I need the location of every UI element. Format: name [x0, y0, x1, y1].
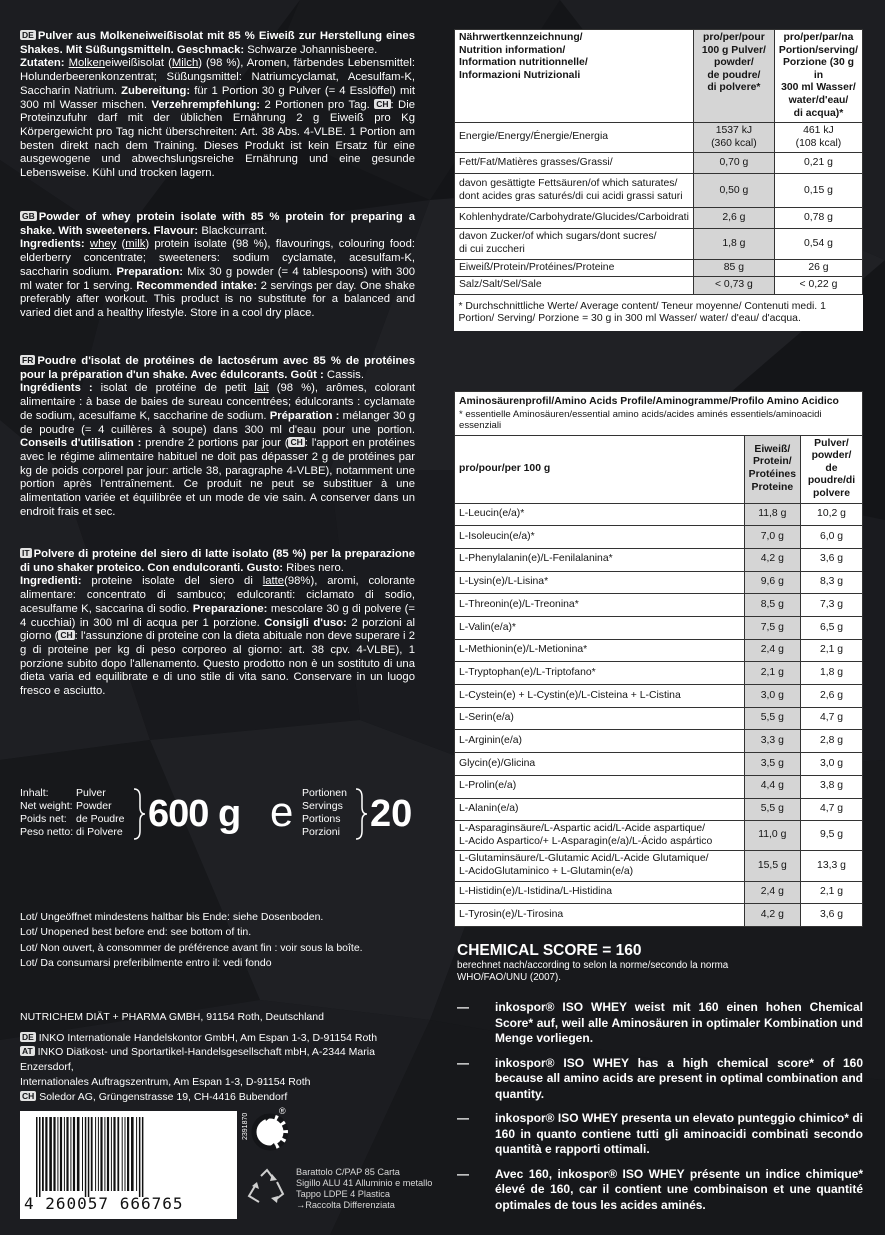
nutrition-table [454, 29, 863, 331]
nutrient-label: Energie/Energy/Énergie/Energia [455, 123, 694, 153]
amino-value-powder: 2,1 g [801, 639, 863, 662]
claim-en: — inkospor® ISO WHEY has a high chemical score* of 160 because all amino acids are present in optimal combination and quantity. [457, 1055, 863, 1101]
barcode-bar [91, 1117, 93, 1191]
nutrition-header: Nährwertkennzeichnung/ Nutrition information/ Information nutritionnelle/ Informazioni Nutrizionali [455, 30, 694, 123]
it-title: Polvere di proteine del siero di latte isolato (85 %) per la preparazione di uno shaker proteico. Con endulcoranti. Gusto: [20, 548, 415, 574]
nutrition-row [455, 153, 863, 174]
registered-mark: ® [279, 1106, 286, 1116]
english-section: GB Powder of whey protein isolate with 85 % protein for preparing a shake. With sweeteners. Flavour: Blackcurrant. Ingredients: whey (milk) protein isolate (98 %), flavourings, colouring food: elderberry concentrate; sweeteners: sodium cyclamate, acesulfam-K, saccharin sodium. Preparation: Mix 30 g powder (= 4 tablespoons) with 300 ml water for 1 serving. Recommended intake: 2 servings per day. One shake preferably after workout. This product is no substitute for a balanced and varied diet and a healthy lifestyle. Store in a cool dry place. [20, 211, 416, 319]
barcode-digits: 4 260057 666765 [24, 1194, 184, 1213]
barcode-bar [77, 1117, 80, 1191]
net-weight-block [20, 787, 420, 845]
barcode-bar [70, 1117, 71, 1191]
amino-value-powder: 2,8 g [801, 730, 863, 753]
nutrient-label: Fett/Fat/Matières grasses/Grassi/ [455, 153, 694, 174]
amino-value-powder: 3,6 g [801, 548, 863, 571]
amino-row [455, 753, 863, 776]
lot-info: Lot/ Ungeöffnet mindestens haltbar bis Ende: siehe Dosenboden. Lot/ Unopened best before end: see bottom of tin. Lot/ Non ouvert, à consommer de préférence avant fin : voir sous la boîte. Lot/ Da consumarsi preferibilmente entro il: vedi fondo [20, 911, 363, 969]
amino-col-powder: Pulver/ powder/ de poudre/di polvere [801, 435, 863, 503]
amino-name: L-Histidin(e)/L-Istidina/L-Histidina [455, 881, 745, 904]
de-title: Pulver aus Molkeneiweißisolat mit 85 % Eiweiß zur Herstellung eines Shakes. Mit Süßungsmitteln. Geschmack: [20, 30, 415, 56]
nutrient-value-serving: 0,21 g [774, 153, 862, 174]
nutrient-value-serving: 461 kJ (108 kcal) [774, 123, 862, 153]
italian-section: IT Polvere di proteine del siero di latte isolato (85 %) per la preparazione di uno shaker proteico. Con endulcoranti. Gusto: Ribes nero. Ingredienti: proteine isolate del siero di latte(98%), aromi, colorante alimentare: concentrato di sambuco; edulcoranti: ciclamato di sodio, acesulfame K, saccarina di sodio. Preparazione: mescolare 30 g di polvere (= 4 cucchiai) in 300 ml di acqua per 1 porzione. Consigli d'uso: 2 porzioni al giorno ( CH : l'assunzione di proteine con la dieta abituale non deve superare i 2 g di proteine per kg di peso corporeo al giorno: art. 38 cpv. 4-VLBE), 1 porzione subito dopo l'allenamento. Questo prodotto non è un sostituto di una dieta varia ed equilibrate e di uno stile di vita sano. Conservare in un luogo fresco e asciutto. [20, 548, 416, 698]
amino-row [455, 881, 863, 904]
amino-row [455, 707, 863, 730]
claim-fr: — Avec 160, inkospor® ISO WHEY présente un indice chimique* élevé de 160, car il contient une combinaison et une quantité optimales de tous les acides aminés. [457, 1166, 863, 1212]
green-dot-icon [250, 1110, 294, 1154]
amino-row [455, 548, 863, 571]
chemical-score-sub: berechnet nach/according to selon la norme/secondo la norma [457, 960, 729, 971]
nutrition-row [455, 277, 863, 295]
barcode-bar [142, 1117, 144, 1197]
amino-value-protein: 3,3 g [744, 730, 800, 753]
barcode-bar [100, 1117, 102, 1191]
barcode-bar [131, 1117, 134, 1191]
amino-title: Aminosäurenprofil/Amino Acids Profile/Aminogramme/Profilo Amino Acidico [459, 396, 839, 407]
product-code: 2391870 [242, 1112, 249, 1140]
amino-name: L-Phenylalanin(e)/L-Fenilalanina* [455, 548, 745, 571]
amino-value-protein: 7,5 g [744, 617, 800, 640]
amino-value-powder: 6,0 g [801, 526, 863, 549]
amino-name: L-Lysin(e)/L-Lisina* [455, 571, 745, 594]
amino-value-protein: 11,0 g [744, 821, 800, 851]
amino-name: L-Tyrosin(e)/L-Tirosina [455, 904, 745, 927]
amino-value-powder: 6,5 g [801, 617, 863, 640]
barcode [34, 1117, 224, 1197]
amino-name: L-Asparaginsäure/L-Aspartic acid/L-Acide aspartique/ L-Acido Aspartico/+ L-Asparagin(e/a)/L-Ácido aspártico [455, 821, 745, 851]
barcode-bar [49, 1117, 52, 1191]
amino-value-protein: 4,2 g [744, 904, 800, 927]
barcode-bar [64, 1117, 65, 1191]
lang-badge-gb: GB [22, 211, 35, 221]
nutrient-value-serving: < 0,22 g [774, 277, 862, 295]
nutrient-label: Eiweiß/Protein/Protéines/Proteine [455, 259, 694, 277]
barcode-bar [66, 1117, 68, 1191]
amino-name: L-Serin(e/a) [455, 707, 745, 730]
nutrient-label: Salz/Salt/Sel/Sale [455, 277, 694, 295]
amino-row [455, 685, 863, 708]
nutrient-value-serving: 0,15 g [774, 174, 862, 208]
amino-row [455, 639, 863, 662]
lang-badge-fr: FR [22, 355, 34, 365]
amino-row [455, 851, 863, 881]
amino-value-powder: 4,7 g [801, 798, 863, 821]
brace-right [354, 787, 368, 841]
estimated-sign: e [270, 788, 294, 835]
nutrition-row [455, 208, 863, 229]
weight-labels: Inhalt: Net weight: Poids net: Peso netto: [20, 787, 74, 838]
chemical-score-title: CHEMICAL SCORE = 160 [457, 942, 642, 959]
chemical-score-section: CHEMICAL SCORE = 160 berechnet nach/according to selon la norme/secondo la norma WHO/FAO/UNU (2007). — inkospor® ISO WHEY weist mit 160 einen hohen Chemical Score* auf, weil alle Aminosäuren in optimaler Kombination und Menge vorliegen. — inkospor® ISO WHEY has a high chemical score* of 160 because all amino acids are present in optimal combination and quantity. — inkospor® ISO WHEY presenta un elevato punteggio chimico* di 160 in quanto contiene tutti gli aminoacidi combinati secondo quantità e rapporti ottimali. — Avec 160, inkospor® ISO WHEY présente un indice chimique* élevé de 160, car il contient une combinaison et une quantité optimales de tous les acides aminés. [457, 942, 863, 1212]
nutrient-value-100g: 0,50 g [693, 174, 774, 208]
brace-left [132, 787, 146, 841]
amino-value-protein: 9,6 g [744, 571, 800, 594]
claim-de: — inkospor® ISO WHEY weist mit 160 einen hohen Chemical Score* auf, weil alle Aminosäuren in optimaler Kombination und Menge vorliegen. [457, 1000, 863, 1045]
amino-row [455, 571, 863, 594]
barcode-bar [36, 1117, 38, 1197]
amino-value-protein: 2,4 g [744, 639, 800, 662]
nutrient-label: davon gesättigte Fettsäuren/of which saturates/ dont acides gras saturés/di cui acidi grassi saturi [455, 174, 694, 208]
barcode-bar [122, 1117, 123, 1191]
amino-name: L-Cystein(e) + L-Cystin(e)/L-Cisteina + L-Cistina [455, 685, 745, 708]
nutrition-footnote: * Durchschnittliche Werte/ Average content/ Teneur moyenne/ Contenuti medi. 1 Portion/ Serving/ Porzione = 30 g in 300 ml Wasser/ water/ d'eau/ d'acqua. [455, 294, 863, 331]
amino-value-powder: 2,6 g [801, 685, 863, 708]
amino-name: L-Tryptophan(e)/L-Triptofano* [455, 662, 745, 685]
amino-row [455, 617, 863, 640]
barcode-bar [111, 1117, 112, 1191]
amino-row-header: pro/pour/per 100 g [455, 435, 745, 503]
barcode-bar [127, 1117, 129, 1191]
barcode-bar [88, 1117, 90, 1197]
german-section: DE Pulver aus Molkeneiweißisolat mit 85 % Eiweiß zur Herstellung eines Shakes. Mit Süßungsmitteln. Geschmack: Schwarze Johannisbeere. Zutaten: Molkeneiweißisolat (Milch) (98 %), Aromen, färbendes Lebensmittel: Holunderbeerenkonzentrat; Süßungsmittel: Natriumcyclamat, Acesulfam-K, Saccharin Natrium. Zubereitung: für 1 Portion 30 g Pulver (= 4 Esslöffel) mit 300 ml Wasser mischen. Verzehrempfehlung: 2 Portionen pro Tag. CH : Die Proteinzufuhr darf mit der üblichen Ernährung 2 g Eiweiß pro Kg Körpergewicht pro Tag nicht überschreiten: Art. 38 Abs. 4-VLBE. 1 Portion am besten direkt nach dem Training. Dieses Produkt ist kein Ersatz für eine ausgewogene und abwechslungsreiche Ernährung und eine gesunde Lebensweise. Kühl und trocken lagern. [20, 30, 416, 180]
claim-it: — inkospor® ISO WHEY presenta un elevato punteggio chimico* di 160 in quanto contiene tutti gli aminoacidi combinati secondo quantità e rapporti ottimali. [457, 1111, 863, 1156]
amino-name: L-Glutaminsäure/L-Glutamic Acid/L-Acide Glutamique/ L-AcidoGlutaminico + L-Glutamin(e/a) [455, 851, 745, 881]
barcode-bar [136, 1117, 137, 1191]
nutrient-label: davon Zucker/of which sugars/dont sucres/ di cui zuccheri [455, 229, 694, 259]
nutrition-row [455, 229, 863, 259]
amino-value-protein: 3,5 g [744, 753, 800, 776]
portion-count: 20 [370, 793, 413, 835]
nutrition-col-serving: pro/per/par/na Portion/serving/ Porzione (30 g in 300 ml Wasser/ water/d'eau/ di acqua)* [774, 30, 862, 123]
company-info: NUTRICHEM DIÄT + PHARMA GMBH, 91154 Roth, Deutschland DE INKO Internationale Handelskontor GmbH, Am Espan 1-3, D-91154 Roth AT INKO Diätkost- und Sportartikel-Handelsgesellschaft mbH, A-2344 Maria Enzersdorf, Internationales Auftragszentrum, Am Espan 1-3, D-91154 Roth CH Soledor AG, Grüngenstrasse 19, CH-4416 Bubendorf [20, 1010, 420, 1104]
barcode-bar [60, 1117, 62, 1191]
amino-col-protein: Eiweiß/ Protein/ Protéines Proteine [744, 435, 800, 503]
fr-title: Poudre d'isolat de protéines de lactosérum avec 85 % de protéines pour la préparation d'un shake. Avec édulcorants. Goût : [20, 355, 415, 381]
amino-row [455, 503, 863, 526]
amino-row [455, 775, 863, 798]
amino-value-protein: 8,5 g [744, 594, 800, 617]
amino-value-powder: 3,6 g [801, 904, 863, 927]
manufacturer: NUTRICHEM DIÄT + PHARMA GMBH, 91154 Roth, Deutschland [20, 1011, 324, 1023]
nutrient-value-100g: 1537 kJ (360 kcal) [693, 123, 774, 153]
amino-value-protein: 11,8 g [744, 503, 800, 526]
amino-value-powder: 1,8 g [801, 662, 863, 685]
barcode-bar [39, 1117, 41, 1197]
lang-badge-de: DE [22, 30, 34, 40]
nutrient-value-serving: 0,54 g [774, 229, 862, 259]
nutrient-value-serving: 26 g [774, 259, 862, 277]
barcode-panel [20, 1111, 237, 1219]
barcode-bar [117, 1117, 119, 1191]
recycling-icon [245, 1168, 289, 1208]
amino-value-powder: 9,5 g [801, 821, 863, 851]
amino-value-protein: 7,0 g [744, 526, 800, 549]
amino-value-protein: 3,0 g [744, 685, 800, 708]
amino-name: L-Threonin(e)/L-Treonina* [455, 594, 745, 617]
amino-row [455, 662, 863, 685]
barcode-bar [104, 1117, 105, 1191]
barcode-bar [113, 1117, 115, 1191]
nutrition-row [455, 259, 863, 277]
amino-value-protein: 5,5 g [744, 798, 800, 821]
barcode-bar [57, 1117, 58, 1191]
nutrient-value-serving: 0,78 g [774, 208, 862, 229]
amino-row [455, 798, 863, 821]
amino-name: L-Methionin(e)/L-Metionina* [455, 639, 745, 662]
ch-badge: CH [376, 98, 389, 109]
amino-row [455, 904, 863, 927]
amino-name: L-Leucin(e/a)* [455, 503, 745, 526]
amino-value-powder: 7,3 g [801, 594, 863, 617]
amino-note: essentielle Aminosäuren/essential amino acids/acides aminés essentiels/aminoacidi essenziali [459, 408, 822, 432]
amino-value-powder: 13,3 g [801, 851, 863, 881]
amino-name: L-Prolin(e/a) [455, 775, 745, 798]
amino-value-powder: 3,0 g [801, 753, 863, 776]
amino-value-powder: 10,2 g [801, 503, 863, 526]
amino-row [455, 730, 863, 753]
recycling-info: Barattolo C/PAP 85 Carta Sigillo ALU 41 Alluminio e metallo Tappo LDPE 4 Plastica →Raccolta Differenziata [296, 1167, 433, 1210]
barcode-bar [107, 1117, 109, 1191]
french-section: FR Poudre d'isolat de protéines de lactosérum avec 85 % de protéines pour la préparation d'un shake. Avec édulcorants. Goût : Cassis. Ingrédients : isolat de protéine de petit lait (98 %), arômes, colorant alimentaire : à base de baies de sureau concentrées; édulcorants : cyclamate de sodium, acesulfame K, saccharine de sodium. Préparation : mélanger 30 g de poudre (= 4 cuillères à soupe) dans 300 ml d'eau pour une portion. Conseils d'utilisation : prendre 2 portions par jour ( CH : l'apport en protéines avec le régime alimentaire habituel ne doit pas dépasser 2 g de protéines par kg de poids corporel par jour: article 38, paragraphe 4-VLBE), notamment une portion après l'entraînement. Ce produit ne peut se substituer à une alimentation variée et équilibrée et un mode de vie sain. A conserver dans un endroit frais et sec. [20, 355, 416, 518]
amino-value-powder: 8,3 g [801, 571, 863, 594]
amino-name: L-Alanin(e/a) [455, 798, 745, 821]
amino-title-cell: Aminosäurenprofil/Amino Acids Profile/Aminogramme/Profilo Amino Acidico * essentielle Aminosäuren/essential amino acids/acides aminés essentiels/aminoacidi essenziali [455, 392, 863, 436]
barcode-bar [139, 1117, 141, 1197]
amino-row [455, 594, 863, 617]
amino-row [455, 526, 863, 549]
weight-types: Pulver Powder de Poudre di Polvere [76, 787, 125, 838]
barcode-bar [73, 1117, 75, 1191]
amino-acid-table [454, 391, 863, 927]
amino-name: L-Arginin(e/a) [455, 730, 745, 753]
nutrition-row [455, 123, 863, 153]
nutrient-value-100g: 0,70 g [693, 153, 774, 174]
amino-value-powder: 2,1 g [801, 881, 863, 904]
nutrition-row [455, 174, 863, 208]
barcode-bar [82, 1117, 83, 1191]
amino-row [455, 821, 863, 851]
amino-value-protein: 5,5 g [744, 707, 800, 730]
amino-name: Glycin(e)/Glicina [455, 753, 745, 776]
nutrient-value-100g: 2,6 g [693, 208, 774, 229]
nutrition-col-100g: pro/per/pour 100 g Pulver/ powder/ de poudre/ di polvere* [693, 30, 774, 123]
amino-value-powder: 4,7 g [801, 707, 863, 730]
nutrient-value-100g: < 0,73 g [693, 277, 774, 295]
nutrient-label: Kohlenhydrate/Carbohydrate/Glucides/Carboidrati [455, 208, 694, 229]
amino-value-protein: 2,4 g [744, 881, 800, 904]
amino-value-protein: 4,4 g [744, 775, 800, 798]
portion-words: Portionen Servings Portions Porzioni [302, 787, 347, 838]
amino-value-protein: 4,2 g [744, 548, 800, 571]
net-weight-amount: 600 g [148, 793, 241, 835]
nutrient-value-100g: 85 g [693, 259, 774, 277]
amino-value-powder: 3,8 g [801, 775, 863, 798]
nutrient-value-100g: 1,8 g [693, 229, 774, 259]
barcode-bar [125, 1117, 126, 1191]
barcode-bar [53, 1117, 55, 1191]
barcode-bar [95, 1117, 96, 1191]
amino-value-protein: 15,5 g [744, 851, 800, 881]
amino-name: L-Isoleucin(e/a)* [455, 526, 745, 549]
barcode-bar [85, 1117, 87, 1197]
barcode-bar [98, 1117, 99, 1191]
amino-name: L-Valin(e/a)* [455, 617, 745, 640]
lang-badge-it: IT [22, 548, 30, 558]
en-title: Powder of whey protein isolate with 85 % protein for preparing a shake. With sweeteners. Flavour: [20, 211, 415, 237]
barcode-bar [45, 1117, 47, 1191]
amino-value-protein: 2,1 g [744, 662, 800, 685]
barcode-bar [42, 1117, 44, 1191]
